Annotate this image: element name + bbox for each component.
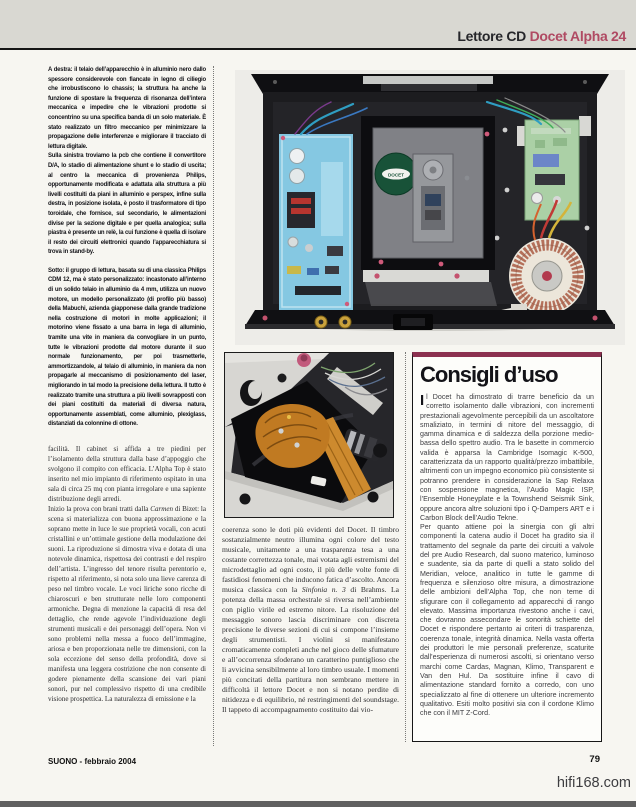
caption-column — [48, 66, 206, 446]
power-inlet — [393, 314, 433, 330]
article-paragraph: facilità. Il cabinet si affida a tre piedini per l’isolamento della struttura dalla base d’appoggio che svolgono il compito con efficacia. L’Alpha Top è stato inserito nel mio impianto di riferimento ospitato in una sala di circa 25 mq con pianta irregolare e una sapiente distribuzione degli arredi. — [48, 445, 206, 503]
text-run: di Brahms. La potenza della massa orchestrale si riversa nell’ambiente con piglio virile ed estremo nitore. La risoluzione del messaggio sonoro lascia discriminare con discreta precisione le diverse sezioni di cui si compone l’insieme degli strumentisti. I violini si manifestano cromaticamente completi anche nel gioco delle sfumature e all’occorrenza sfoderano un caratterino puntiglioso che li avvicina sensibilmente al loro timbro usuale. I momenti più concitati della partitura non sembrano mettere in difficoltà il lettore Docet e non si notano perdite di nitidezza e di equilibrio, né restringimenti del soundstage. Il tappeto di accompagnamento costituito dai vio- — [222, 585, 399, 714]
sidebar-title: Consigli d’uso — [420, 362, 558, 387]
screw — [368, 492, 379, 503]
article-product-name: Docet Alpha 24 — [529, 28, 626, 44]
photo-caption-right: A destra: il telaio dell’apparecchio è in alluminio nero dallo spessore considerevole con fiancate in legno di ciliegio che irrobustiscono lo chassis; la struttura ha anche la funzione di spostare la frequenza di risonanza dell’intera meccanica e impedire che le vibrazioni prodotte si concentrino su una specifica banda di un solo materiale. È stato realizzato un filtro meccanico per minimizzare la propagazione delle interferenze e migliorare il tracciato di lettura digitale. — [48, 67, 206, 150]
sidebar-paragraph — [420, 393, 594, 523]
photo-caption-bottom: Sotto: il gruppo di lettura, basata su di una classica Philips CDM 12, ma è stato personalizzato: incastonato all’interno di un solido telaio in alluminio da 4 mm, utilizza un nuovo motore, un modello personalizzato (di profilo più basso) della Mabuchi, azienda giapponese dalla grande tradizione nella costruzione di motori in molte applicazioni; il motorino viene fissato a una barra in lega di alluminio, tramite una vite in maniera da convogliare in un punto, tutte le vibrazioni prodotte dal motore durante il suo normale funzionamento, per poi trasmetterle, ammortizzandole, al telaio di alluminio, in maniera da non propagarle al meccanismo di posizionamento del laser, migliorando in tal modo la precisione della lettura. Il tutto è realizzato tramite una struttura a più livelli sovrapposti con dei piani costituiti da materiali di diversa natura, opportunamente assemblati, come alluminio, plexiglass, distanziati da colonnine di ottone. — [48, 267, 206, 428]
page-bottom-edge — [0, 801, 636, 807]
sidebar-box — [412, 352, 602, 742]
watermark: hifi168.com — [556, 775, 631, 791]
text-run: coerenza sono le doti più evidenti del Docet. Il timbro sostanzialmente neutro illumina ogni colore del testo musicale, unitamente a una trasparenza tesa a una costante correttezza tonale, mai votata agli estremismi del microdettaglio ad ogni costo, il più delle volte fonte di fastidiosi fenomeni che inducono fatica d’ascolto. Ancora musica classica con la — [222, 525, 399, 594]
page-title — [457, 28, 626, 44]
page-number: 79 — [589, 754, 600, 765]
screw — [240, 494, 251, 505]
docet-logo: DOCET — [387, 172, 405, 178]
text-run: di Bizet: la scena si materializza con buona approssimazione e la soprano mette in luce le sue proprietà vocali, con acuti cristallini e un’ottimale gestione della modulazione dei suoni. La riproduzione si dimostra viva e dotata di una notevole dinamica, rispettosa dei contrasti e del respiro dell’artista. L’ingresso del tenore risulta perentorio e, rispetto al riferimento, si nota solo una lieve carenza di peso nel timbro vocale. Le voci liriche sono ricche di chiaroscuri e ben strutturate nelle loro componenti armoniche. Degna di menzione la capacità di resa del dettaglio, che rende agevole l’individuazione degli strumenti musicali e dei personaggi dell’opera. Non vi sono problemi nella messa a fuoco dell’immagine, ariosa e ben proporzionata nelle tre dimensioni, con la sola eccezione del senso della profondità, dove si manifesta una leggera costrizione che non consente di godere pienamente della scansione dei vari piani sonori, pur nel complessivo rispetto di una credibile visione prospettica. La naturalezza di emissione e la — [48, 505, 206, 703]
sidebar-body — [420, 393, 594, 718]
sidebar-paragraph: Per quanto attiene poi la sinergia con gli altri componenti la catena audio il Docet ha gradito sia il trattamento del segnale da parte dei circuiti a valvole del pre Audio Research, dal suono materico, luminoso e suadente, sia da parte di quelli a stato solido del Meridian, veloce, analitico in tutte le gamme di frequenza e silenzioso oltre misura, a dimostrazione delle ambizioni dell’Alpha Top, che non teme di sfigurare con il collegamento ad apparecchi di rango elevato. Massima importanza rivestono anche i cavi, che dovranno assecondare le sonorità schiette del Docet e rispondere pertanto ai criteri di trasparenza, coerenza tonale, integrità dinamica. Nella vasta offerta dei produttori le mie personali preferenze, scaturite dall’esperienza di numerosi ascolti, si orientano verso marchi come Cardas, Magnan, Klimo, Transparent e Van den Hul. Da sostituire infine il cavo di alimentazione standard fornito a corredo, con uno specializzato al fine di ottenere un ulteriore incremento qualitativo. Esiti molto positivi sia con il cordone Klimo che con il MIT Z-Cord. — [420, 523, 594, 718]
dac-output-pcb — [279, 134, 353, 310]
magazine-footer: SUONO - febbraio 2004 — [48, 757, 137, 766]
photo-laser-closeup — [224, 352, 394, 518]
text-run: l Docet ha dimostrato di trarre beneficio da un corretto isolamento dalle vibrazioni, con incrementi prestazionali agevolmente percepibili da un ascoltatore smaliziato, in termini di nitore del messaggio, di gamma dinamica e di saldezza della porzione medio-bassa dello spettro audio. Tra le basette in commercio valida è apparsa la Cambridge Isomagic K-500, caratterizzata da un rapporto qualità/prezzo imbattibile, altrimenti con un impegno economico più consistente si potranno prendere in considerazione la Sap Relaxa con sospensione magnetica, l’Audio Magic ISP, l’Ensemble Honeyplate e la Townshend Seismik Sink, oppure ancora altre soluzioni tipo i Q-Dampers ART e i Carbon Block dell’Audio Tekne. — [420, 393, 594, 522]
article-text-col1 — [48, 444, 206, 746]
column-separator — [213, 66, 214, 746]
text-run: Inizio la prova con brani tratti dalla — [48, 505, 151, 513]
photo-laser-art — [225, 353, 393, 517]
work-title: Sinfonia n. 3 — [301, 585, 346, 594]
photo-internals — [235, 70, 625, 345]
cd-mechanism — [361, 116, 497, 306]
photo-caption-left: Sulla sinistra troviamo la pcb che contiene il convertitore D/A, lo stadio di alimentazione shunt e lo stadio di uscita; al centro la meccanica di provenienza Philips, opportunamente modificata e adattata alla struttura a più livelli costituiti da piani in alluminio e perspex, infine sulla destra, in posizione isolata, è posto il trasformatore di tipo toroidale, che fornisce, sul secondario, le alimentazioni divise per la sezione digitale e per quella analogica; sulla piastra è presente un relè, la cui funzione è quella di isolare il resto dei circuiti elettronici quando l’apparecchiatura si trova in stand-by. — [48, 153, 206, 256]
drop-cap: I — [420, 392, 425, 409]
header-band — [0, 0, 636, 48]
article-text-col2 — [222, 525, 399, 747]
article-paragraph — [222, 525, 399, 715]
header-rule — [0, 48, 636, 50]
work-title: Carmen — [150, 505, 174, 513]
article-paragraph — [48, 504, 206, 704]
photo-internals-art — [235, 70, 625, 345]
column-separator — [405, 352, 406, 742]
article-category: Lettore CD — [457, 28, 530, 44]
